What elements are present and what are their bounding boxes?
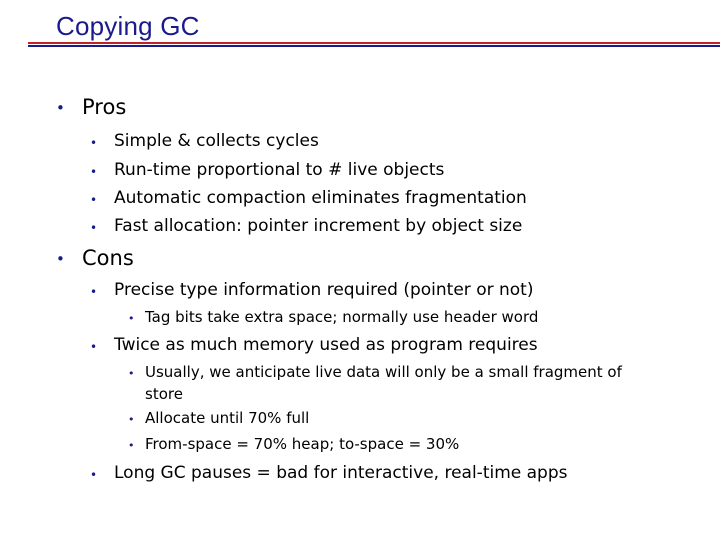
title-rule-red [28,42,720,44]
bullet-icon: • [90,193,98,207]
bullet-icon: • [128,312,135,325]
bullet-icon: • [90,221,98,235]
bullet-icon: • [128,367,135,380]
bullet-icon: • [90,468,98,482]
cons-subitem-continuation: store [145,385,183,403]
bullet-icon: • [90,165,98,179]
bullet-icon: • [128,413,135,426]
title-rule-blue [28,45,720,47]
bullet-icon: • [128,439,135,452]
bullet-icon: • [56,99,65,117]
bullet-icon: • [90,340,98,354]
bullet-icon: • [90,136,98,150]
bullet-icon: • [56,250,65,268]
slide-title: Copying GC [56,11,200,41]
bullet-icon: • [90,285,98,299]
